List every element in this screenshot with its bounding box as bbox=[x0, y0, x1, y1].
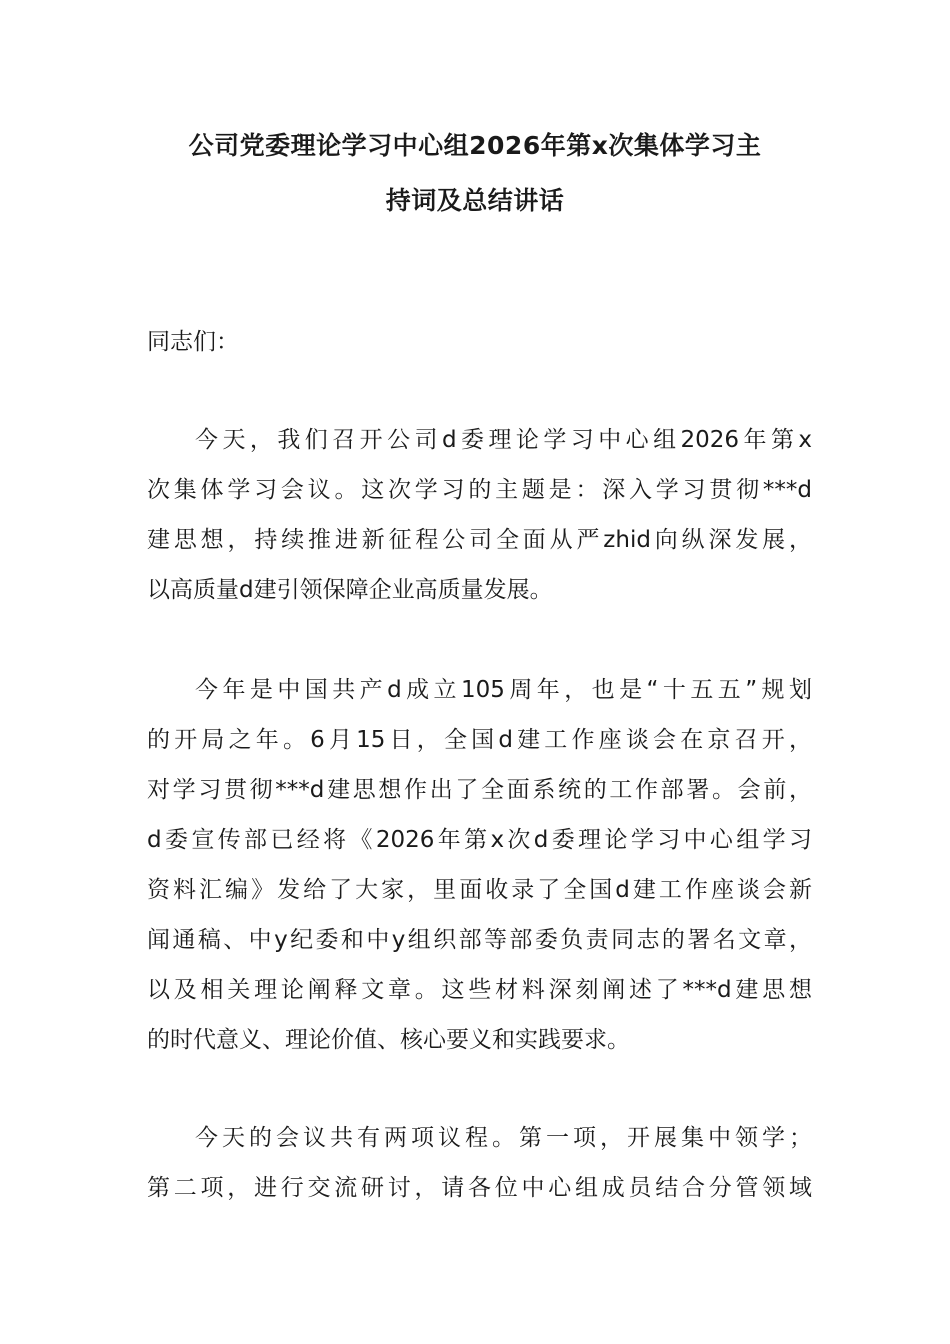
paragraph-line: 今天，我们召开公司d委理论学习中心组2026年第x bbox=[195, 427, 812, 453]
paragraph-line: 的开局之年。6月15日，全国d建工作座谈会在京召开， bbox=[147, 727, 812, 753]
paragraph-line: 以及相关理论阐释文章。这些材料深刻阐述了***d建思想 bbox=[147, 977, 812, 1003]
paragraph-line: 今年是中国共产d成立105周年，也是“十五五”规划 bbox=[195, 677, 812, 703]
paragraph-line: 建思想，持续推进新征程公司全面从严zhid向纵深发展， bbox=[147, 527, 812, 553]
salutation: 同志们： bbox=[147, 329, 239, 355]
paragraph-opening bbox=[147, 415, 812, 615]
paragraph-line: 次集体学习会议。这次学习的主题是：深入学习贯彻***d bbox=[147, 477, 812, 503]
paragraph-background bbox=[147, 665, 812, 1065]
paragraph-line: 的时代意义、理论价值、核心要义和实践要求。 bbox=[147, 1027, 630, 1053]
paragraph-line: d委宣传部已经将《2026年第x次d委理论学习中心组学习 bbox=[147, 827, 812, 853]
paragraph-line: 今天的会议共有两项议程。第一项，开展集中领学； bbox=[195, 1125, 812, 1151]
paragraph-line: 以高质量d建引领保障企业高质量发展。 bbox=[147, 577, 553, 603]
paragraph-line: 资料汇编》发给了大家，里面收录了全国d建工作座谈会新 bbox=[147, 877, 812, 903]
paragraph-line: 第二项，进行交流研讨，请各位中心组成员结合分管领域 bbox=[147, 1175, 812, 1201]
document-title bbox=[130, 118, 820, 228]
paragraph-agenda bbox=[147, 1113, 812, 1213]
title-line: 持词及总结讲话 bbox=[385, 186, 565, 215]
paragraph-line: 对学习贯彻***d建思想作出了全面系统的工作部署。会前， bbox=[147, 777, 812, 803]
paragraph-line: 闻通稿、中y纪委和中y组织部等部委负责同志的署名文章， bbox=[147, 927, 812, 953]
title-line: 公司党委理论学习中心组2026年第x次集体学习主 bbox=[188, 131, 762, 160]
